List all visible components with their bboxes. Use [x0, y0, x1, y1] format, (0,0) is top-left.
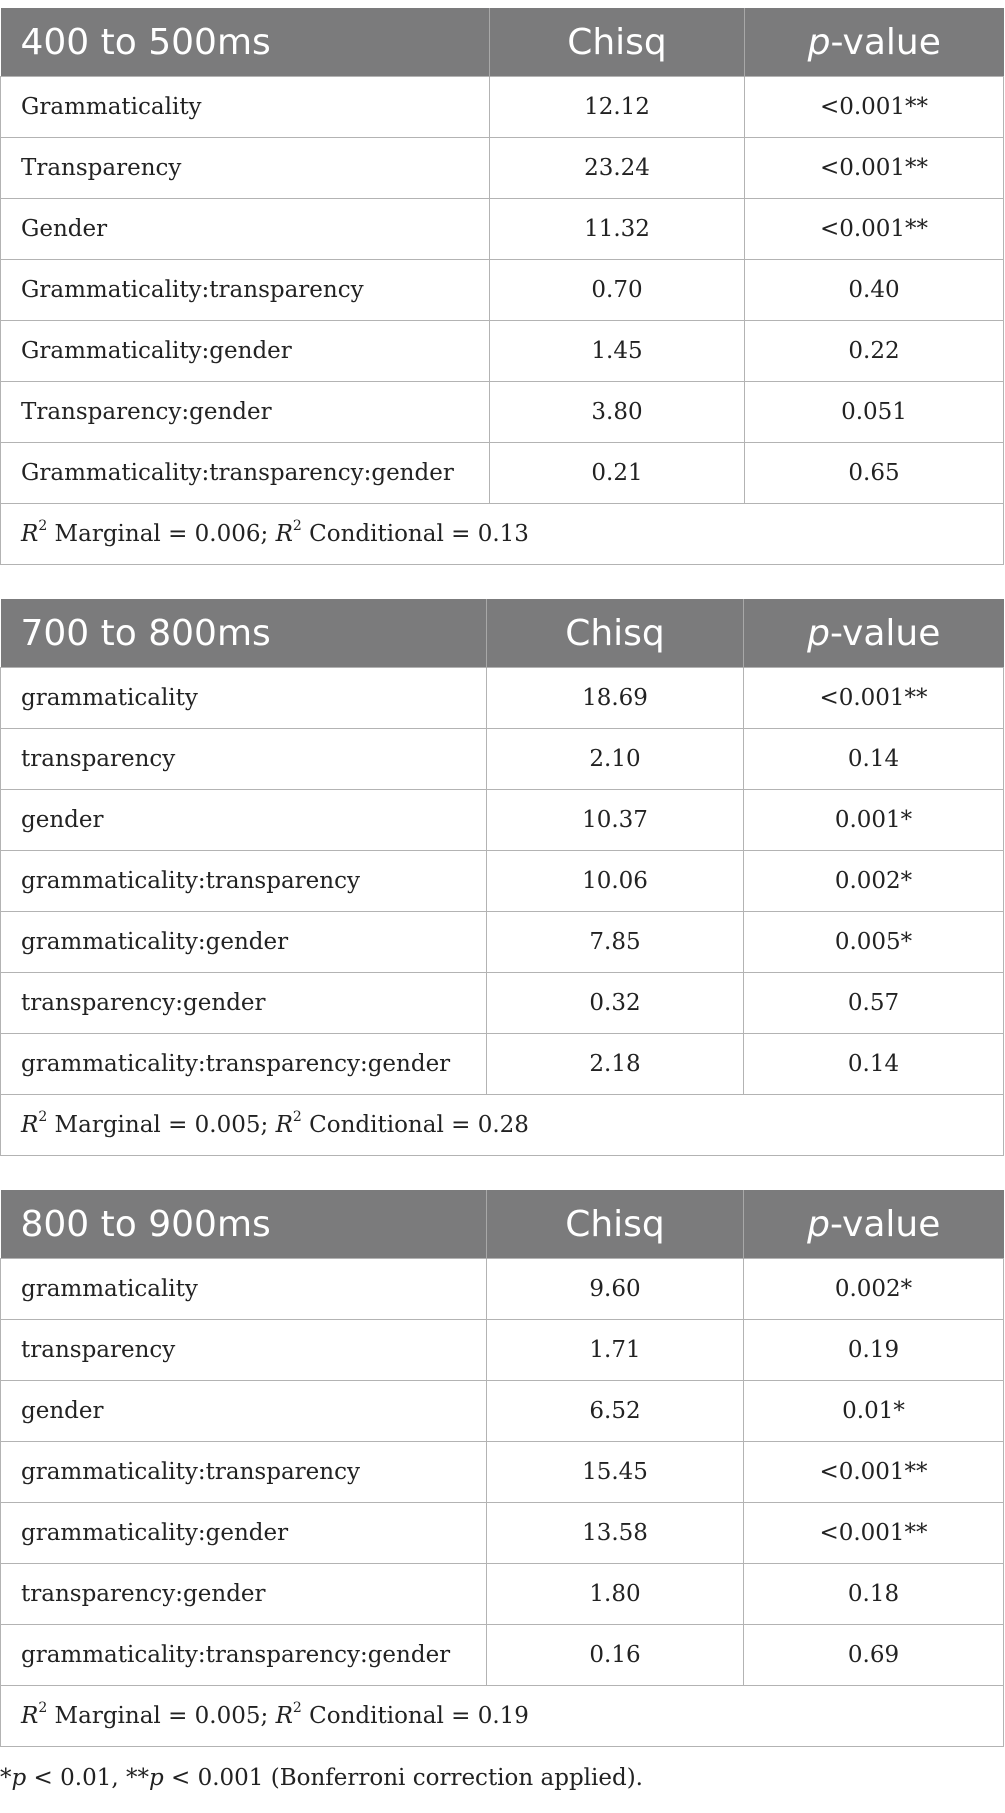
p-value-cell: <0.001** [744, 1442, 1004, 1503]
chisq-cell: 18.69 [487, 668, 744, 729]
table-row [1, 443, 1004, 504]
table-row [1, 382, 1004, 443]
table-row [1, 321, 1004, 382]
table-row [1, 912, 1004, 973]
r-squared-note: $R^2$ Marginal = 0.005; $R^2$ Conditional = 0.28 [1, 1095, 1004, 1156]
term-cell: Grammaticality:transparency [1, 260, 490, 321]
p-value-cell: <0.001** [745, 138, 1004, 199]
chisq-cell: 0.21 [490, 443, 745, 504]
anova-table-800-900ms [0, 1190, 1004, 1747]
p-value-cell: 0.22 [745, 321, 1004, 382]
table-row [1, 668, 1004, 729]
table-row [1, 138, 1004, 199]
window-label: 800 to 900ms [1, 1190, 487, 1259]
p-value-cell: <0.001** [744, 668, 1004, 729]
chisq-cell: 9.60 [487, 1259, 744, 1320]
anova-table-700-800ms [0, 599, 1004, 1156]
r-squared-row [1, 504, 1004, 565]
p-value-cell: 0.14 [744, 729, 1004, 790]
table-row [1, 1034, 1004, 1095]
p-value-cell: <0.001** [745, 199, 1004, 260]
p-value-cell: 0.051 [745, 382, 1004, 443]
chisq-cell: 0.70 [490, 260, 745, 321]
p-value-header: p-value [744, 599, 1004, 668]
table-header-row [1, 8, 1004, 77]
p-value-cell: 0.002* [744, 851, 1004, 912]
table-row [1, 973, 1004, 1034]
r-squared-note: $R^2$ Marginal = 0.005; $R^2$ Conditional = 0.19 [1, 1686, 1004, 1747]
r-squared-row [1, 1095, 1004, 1156]
chisq-cell: 10.06 [487, 851, 744, 912]
term-cell: transparency [1, 1320, 487, 1381]
p-value-header: p-value [744, 1190, 1004, 1259]
p-value-header: p-value [745, 8, 1004, 77]
r-squared-note: $R^2$ Marginal = 0.006; $R^2$ Conditional = 0.13 [1, 504, 1004, 565]
term-cell: Grammaticality:gender [1, 321, 490, 382]
term-cell: grammaticality:transparency:gender [1, 1625, 487, 1686]
term-cell: grammaticality:transparency:gender [1, 1034, 487, 1095]
chisq-cell: 11.32 [490, 199, 745, 260]
table-row [1, 1320, 1004, 1381]
term-cell: grammaticality:gender [1, 1503, 487, 1564]
p-value-cell: 0.57 [744, 973, 1004, 1034]
chisq-header: Chisq [490, 8, 745, 77]
term-cell: Grammaticality:transparency:gender [1, 443, 490, 504]
chisq-cell: 2.18 [487, 1034, 744, 1095]
anova-table-400-500ms [0, 8, 1004, 565]
term-cell: Gender [1, 199, 490, 260]
chisq-header: Chisq [487, 599, 744, 668]
window-label: 700 to 800ms [1, 599, 487, 668]
p-value-cell: 0.18 [744, 1564, 1004, 1625]
table-row [1, 1259, 1004, 1320]
table-row [1, 1503, 1004, 1564]
chisq-cell: 7.85 [487, 912, 744, 973]
chisq-cell: 1.45 [490, 321, 745, 382]
p-value-cell: 0.01* [744, 1381, 1004, 1442]
chisq-cell: 1.80 [487, 1564, 744, 1625]
term-cell: grammaticality:transparency [1, 851, 487, 912]
term-cell: transparency:gender [1, 973, 487, 1034]
chisq-cell: 0.32 [487, 973, 744, 1034]
chisq-cell: 0.16 [487, 1625, 744, 1686]
p-value-cell: 0.40 [745, 260, 1004, 321]
p-value-cell: 0.19 [744, 1320, 1004, 1381]
chisq-cell: 12.12 [490, 77, 745, 138]
r-squared-row [1, 1686, 1004, 1747]
p-value-cell: 0.14 [744, 1034, 1004, 1095]
chisq-cell: 23.24 [490, 138, 745, 199]
p-value-cell: 0.002* [744, 1259, 1004, 1320]
chisq-header: Chisq [487, 1190, 744, 1259]
term-cell: Transparency:gender [1, 382, 490, 443]
term-cell: gender [1, 1381, 487, 1442]
chisq-cell: 6.52 [487, 1381, 744, 1442]
table-row [1, 1564, 1004, 1625]
chisq-cell: 3.80 [490, 382, 745, 443]
term-cell: grammaticality [1, 1259, 487, 1320]
table-row [1, 1442, 1004, 1503]
table-header-row [1, 1190, 1004, 1259]
table-row [1, 77, 1004, 138]
chisq-cell: 1.71 [487, 1320, 744, 1381]
p-value-cell: 0.65 [745, 443, 1004, 504]
term-cell: Grammaticality [1, 77, 490, 138]
table-row [1, 729, 1004, 790]
term-cell: grammaticality:gender [1, 912, 487, 973]
chisq-cell: 2.10 [487, 729, 744, 790]
table-footnote: *p < 0.01, **p < 0.001 (Bonferroni correction applied). [0, 1765, 643, 1791]
term-cell: transparency:gender [1, 1564, 487, 1625]
term-cell: transparency [1, 729, 487, 790]
chisq-cell: 10.37 [487, 790, 744, 851]
table-row [1, 260, 1004, 321]
term-cell: grammaticality [1, 668, 487, 729]
p-value-cell: 0.005* [744, 912, 1004, 973]
p-value-cell: 0.001* [744, 790, 1004, 851]
table-row [1, 851, 1004, 912]
table-row [1, 1381, 1004, 1442]
table-row [1, 790, 1004, 851]
term-cell: grammaticality:transparency [1, 1442, 487, 1503]
p-value-cell: <0.001** [745, 77, 1004, 138]
window-label: 400 to 500ms [1, 8, 490, 77]
table-header-row [1, 599, 1004, 668]
table-row [1, 1625, 1004, 1686]
chisq-cell: 15.45 [487, 1442, 744, 1503]
chisq-cell: 13.58 [487, 1503, 744, 1564]
term-cell: gender [1, 790, 487, 851]
term-cell: Transparency [1, 138, 490, 199]
p-value-cell: 0.69 [744, 1625, 1004, 1686]
p-value-cell: <0.001** [744, 1503, 1004, 1564]
table-row [1, 199, 1004, 260]
